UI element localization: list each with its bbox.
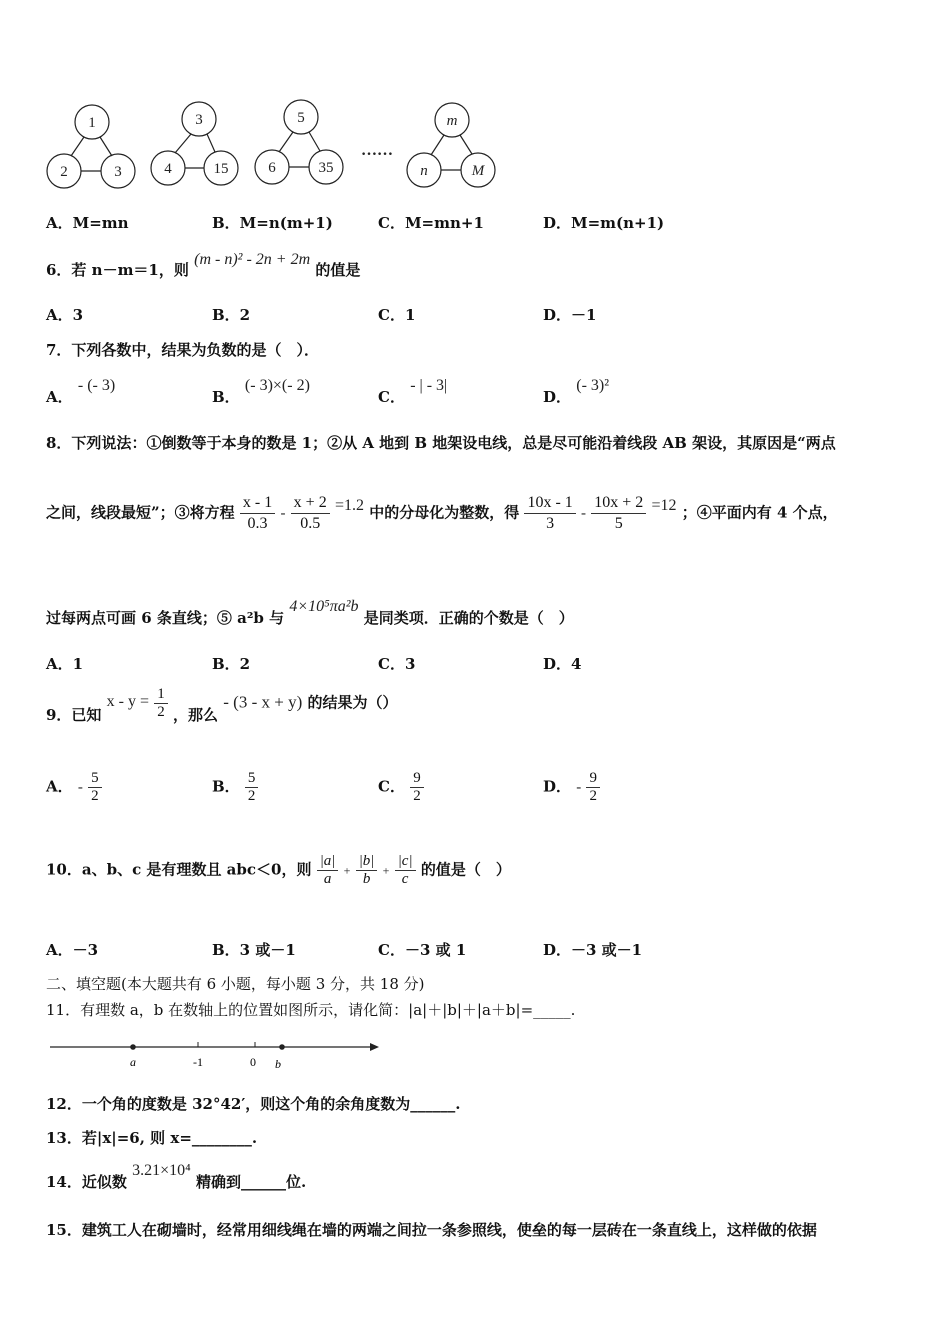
q5-option-c: C．M=mn+1 — [378, 214, 484, 232]
q10-term-b — [356, 853, 378, 888]
q9-cond-n: 1 — [154, 686, 168, 704]
q6-option-c: C．1 — [378, 306, 416, 324]
q7-c-label: C． — [378, 388, 405, 406]
q7-option-a — [46, 374, 116, 406]
ellipsis: …… — [361, 142, 393, 159]
q8-eq1-frac1 — [240, 493, 275, 534]
q7-d-math: (- 3)² — [576, 377, 610, 394]
q10-term-b-d: b — [362, 871, 371, 887]
q7-option-b — [212, 374, 310, 406]
q14-stem — [46, 1159, 307, 1191]
q9-d-n: 9 — [586, 770, 600, 788]
q8-option-a: A．1 — [46, 655, 84, 673]
q13-stem: 13．若|x|=6, 则 x=________. — [46, 1129, 258, 1147]
q6-option-b: B．2 — [212, 306, 251, 324]
q7-a-label: A． — [46, 388, 73, 406]
q9-b-label: B． — [212, 777, 240, 796]
q9-option-a — [46, 770, 102, 805]
q8-eq2-frac1 — [524, 493, 575, 534]
q10-suffix: 的值是（ ） — [420, 860, 511, 879]
t3-left: 6 — [268, 160, 276, 176]
q7-option-c — [378, 374, 448, 406]
t1-right: 3 — [114, 164, 122, 180]
point-b — [279, 1044, 285, 1050]
q8-line2 — [46, 493, 838, 534]
q9-c-n: 9 — [410, 770, 424, 788]
q9-option-c — [378, 770, 424, 805]
q8-line3 — [46, 595, 574, 627]
q9-d-sign: - — [576, 779, 582, 796]
q9-a-frac — [88, 770, 102, 805]
q8-eq2-rhs: =12 — [651, 496, 677, 514]
q6-option-a: A．3 — [46, 306, 84, 324]
q8-eq1-d2: 0.5 — [300, 515, 321, 532]
q10-option-c: C．－3 或 1 — [378, 941, 467, 959]
section-heading: 二、填空题(本大题共有 6 小题，每小题 3 分，共 18 分) — [46, 975, 425, 993]
q8-eq1-rhs: =1.2 — [334, 496, 364, 514]
q14-prefix: 14．近似数 — [46, 1173, 127, 1191]
label-b: b — [275, 1057, 281, 1071]
label-neg1: -1 — [193, 1055, 203, 1069]
t2-left: 4 — [164, 161, 172, 177]
q8-eq1-op: - — [280, 505, 286, 522]
q9-option-b — [212, 770, 258, 805]
q6-option-d: D．－1 — [543, 306, 597, 324]
t1-left: 2 — [60, 164, 68, 180]
q10-term-c — [395, 853, 416, 888]
q10-option-b: B．3 或－1 — [212, 941, 296, 959]
q5-option-b: B．M=n(m+1) — [212, 214, 333, 232]
q9-suffix: 的结果为（） — [307, 693, 398, 712]
q9-d-label: D． — [543, 777, 572, 796]
q9-c-label: C． — [378, 777, 405, 796]
q11-stem: 11．有理数 a，b 在数轴上的位置如图所示，请化简：|a|＋|b|＋|a＋b|=_____. — [46, 1001, 576, 1019]
q10-option-d: D．－3 或－1 — [543, 941, 643, 959]
q10-stem — [46, 853, 511, 888]
q8-eq2-d1: 3 — [546, 515, 555, 532]
q9-a-sign: - — [77, 779, 83, 796]
q8-option-b: B．2 — [212, 655, 251, 673]
q5-option-d: D．M=m(n+1) — [543, 214, 665, 232]
q8-line3-b: 是同类项．正确的个数是（ ） — [363, 609, 574, 627]
q9-middle: ，那么 — [173, 705, 219, 724]
q10-option-a: A．－3 — [46, 941, 99, 959]
q8-option-c: C．3 — [378, 655, 416, 673]
triangle-diagram — [40, 95, 500, 195]
q10-term-a-d: a — [323, 871, 332, 887]
q6-expression: (m - n)² - 2n + 2m — [194, 251, 311, 268]
q14-math: 3.21×10⁴ — [132, 1162, 191, 1179]
q6-suffix: 的值是 — [315, 261, 361, 279]
q9-cond-frac — [154, 686, 168, 721]
q9-b-d: 2 — [247, 788, 256, 804]
q7-a-math: - (- 3) — [77, 377, 116, 394]
q10-plus-1: + — [343, 863, 351, 878]
q7-stem: 7．下列各数中，结果为负数的是（ ）． — [46, 341, 319, 359]
q6-stem — [46, 248, 361, 279]
q8-eq2-op: - — [581, 505, 587, 522]
q6-prefix: 6．若 n－m＝1，则 — [46, 261, 189, 279]
number-line-svg — [46, 1036, 386, 1076]
q9-a-n: 5 — [88, 770, 102, 788]
q11-number-line — [46, 1036, 386, 1076]
q9-a-d: 2 — [91, 788, 99, 804]
q8-line2-a: 之间，线段最短”；③将方程 — [46, 503, 235, 522]
q7-option-d — [543, 374, 610, 406]
q9-b-frac — [245, 770, 259, 805]
q9-c-d: 2 — [413, 788, 421, 804]
q8-eq1-d1: 0.3 — [247, 515, 268, 532]
q8-eq1-frac2 — [291, 493, 330, 534]
q9-c-frac — [410, 770, 424, 805]
q8-eq2-n1: 10x - 1 — [524, 493, 575, 514]
q9-prefix: 9．已知 — [46, 705, 102, 724]
t3-right: 35 — [318, 160, 334, 176]
q8-eq1-n1: x - 1 — [240, 493, 275, 514]
t4-right: M — [471, 163, 485, 179]
q7-d-label: D． — [543, 388, 572, 406]
q10-term-a — [317, 853, 339, 888]
q12-stem: 12．一个角的度数是 32°42′，则这个角的余角度数为______. — [46, 1095, 461, 1113]
t4-left: n — [420, 163, 428, 179]
q8-eq2-d2: 5 — [614, 515, 623, 532]
t2-right: 15 — [213, 161, 229, 177]
q14-suffix: 精确到______位. — [195, 1173, 307, 1191]
q10-term-c-n: |c| — [395, 853, 416, 871]
t2-top: 3 — [195, 112, 203, 128]
label-zero: 0 — [250, 1055, 256, 1069]
point-a — [130, 1044, 136, 1050]
q10-term-b-n: |b| — [356, 853, 378, 871]
q10-term-c-d: c — [401, 871, 409, 887]
q9-a-label: A． — [46, 777, 73, 796]
q8-line1: 8．下列说法：①倒数等于本身的数是 1；②从 A 地到 B 地架设电线，总是尽可能沿着线段 AB 架设，其原因是“两点 — [46, 434, 836, 452]
q8-option-d: D．4 — [543, 655, 582, 673]
q8-line2-b: 中的分母化为整数，得 — [369, 503, 520, 522]
q9-cond: x - y = — [106, 692, 150, 710]
q8-eq1-n2: x + 2 — [291, 493, 330, 514]
q10-prefix: 10．a、b、c 是有理数且 abc＜0，则 — [46, 860, 312, 879]
q8-line3-a: 过每两点可画 6 条直线；⑤ a²b 与 — [46, 609, 285, 627]
q9-option-d — [543, 770, 600, 805]
q9-cond-d: 2 — [157, 704, 165, 720]
label-a: a — [130, 1055, 136, 1069]
q9-stem — [46, 686, 398, 724]
t3-top: 5 — [297, 110, 305, 126]
q8-line3-math: 4×10⁵πa²b — [289, 598, 359, 615]
q8-eq2-frac2 — [591, 493, 646, 534]
q15-stem: 15．建筑工人在砌墙时，经常用细线绳在墙的两端之间拉一条参照线，使垒的每一层砖在一条直线上，这样做的依据 — [46, 1221, 817, 1239]
q10-term-a-n: |a| — [317, 853, 339, 871]
q9-d-d: 2 — [589, 788, 597, 804]
q5-option-a: A．M=mn — [46, 214, 129, 232]
q9-d-frac — [586, 770, 600, 805]
q9-b-n: 5 — [245, 770, 259, 788]
q7-b-math: (- 3)×(- 2) — [244, 377, 310, 394]
t1-top: 1 — [88, 115, 96, 131]
q7-b-label: B． — [212, 388, 240, 406]
q10-plus-2: + — [382, 863, 390, 878]
q7-c-math: - | - 3| — [410, 377, 448, 394]
q8-eq2-n2: 10x + 2 — [591, 493, 646, 514]
q9-expr: - (3 - x + y) — [223, 692, 303, 712]
q8-line2-c: ；④平面内有 4 个点， — [681, 503, 838, 522]
q5-figure — [40, 95, 500, 195]
t4-top: m — [446, 113, 458, 129]
